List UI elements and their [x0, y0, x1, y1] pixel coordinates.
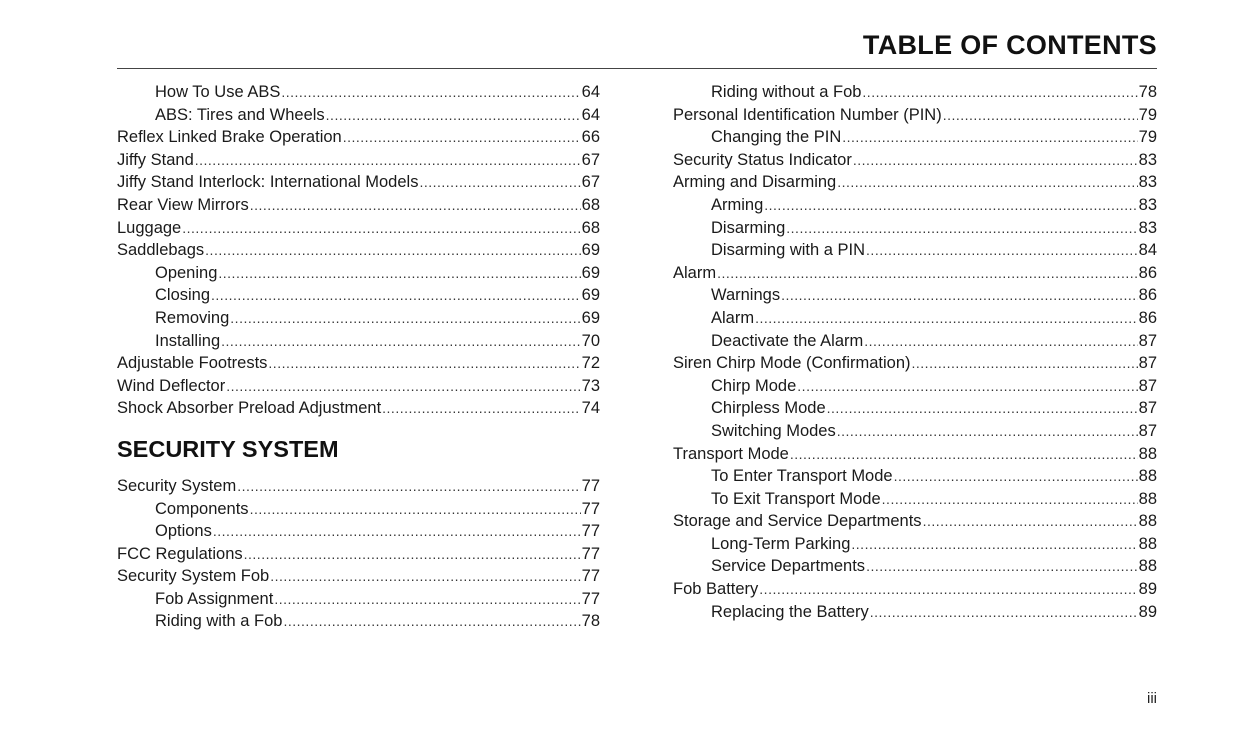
- toc-entry[interactable]: [673, 420, 1157, 443]
- toc-entry-title: Deactivate the Alarm: [711, 331, 864, 350]
- toc-entry[interactable]: [673, 262, 1157, 285]
- dot-leader: [827, 397, 1138, 420]
- dot-leader: [283, 610, 580, 633]
- toc-entry-page: 77: [581, 544, 600, 563]
- toc-entry-page: 69: [581, 308, 600, 327]
- toc-entry-title: Disarming with a PIN: [711, 241, 866, 260]
- dot-leader: [226, 375, 580, 398]
- toc-entry-title: Security System: [117, 476, 237, 495]
- toc-entry-page: 68: [581, 195, 600, 214]
- toc-entry[interactable]: [117, 352, 600, 375]
- dot-leader: [270, 565, 580, 588]
- dot-leader: [250, 498, 581, 521]
- toc-entry[interactable]: [117, 565, 600, 588]
- toc-entry-page: 87: [1138, 354, 1157, 373]
- dot-leader: [862, 81, 1137, 104]
- toc-entry-title: How To Use ABS: [155, 83, 281, 101]
- toc-entry-page: 69: [581, 241, 600, 260]
- dot-leader: [382, 397, 580, 420]
- toc-entry[interactable]: [673, 330, 1157, 353]
- dot-leader: [851, 533, 1137, 556]
- toc-entry-page: 86: [1138, 286, 1157, 305]
- toc-entry-page: 88: [1138, 489, 1157, 508]
- section-heading-security-system: SECURITY SYSTEM: [117, 435, 339, 462]
- toc-entry[interactable]: [673, 555, 1157, 578]
- toc-entry-page: 77: [581, 567, 600, 586]
- toc-entry-title: Arming and Disarming: [673, 173, 837, 192]
- toc-entry-title: ABS: Tires and Wheels: [155, 105, 325, 124]
- dot-leader: [864, 330, 1137, 353]
- toc-list-right: [673, 81, 1157, 623]
- dot-leader: [213, 520, 581, 543]
- toc-entry[interactable]: [673, 533, 1157, 556]
- dot-leader: [326, 104, 581, 127]
- toc-entry-page: 77: [581, 476, 600, 495]
- toc-entry-title: Switching Modes: [711, 421, 836, 440]
- toc-entry-page: 86: [1138, 308, 1157, 327]
- toc-entry-title: Opening: [155, 263, 218, 282]
- toc-entry-title: Security System Fob: [117, 567, 270, 586]
- toc-entry-page: 83: [1138, 195, 1157, 214]
- toc-entry[interactable]: [117, 239, 600, 262]
- toc-entry-page: 87: [1138, 376, 1157, 395]
- toc-entry[interactable]: [117, 588, 600, 611]
- toc-entry-title: Riding with a Fob: [155, 612, 283, 631]
- toc-entry[interactable]: [673, 307, 1157, 330]
- toc-entry-page: 66: [581, 128, 600, 147]
- toc-entry-title: Personal Identification Number (PIN): [673, 105, 942, 124]
- toc-entry[interactable]: [117, 498, 600, 521]
- toc-entry-title: Wind Deflector: [117, 376, 226, 395]
- toc-entry-title: Replacing the Battery: [711, 602, 869, 621]
- toc-entry[interactable]: [673, 217, 1157, 240]
- toc-entry-title: To Exit Transport Mode: [711, 489, 881, 508]
- toc-entry-title: Changing the PIN: [711, 128, 842, 147]
- dot-leader: [837, 420, 1138, 443]
- toc-left-column: [117, 81, 600, 633]
- dot-leader: [866, 555, 1138, 578]
- toc-entry[interactable]: [117, 262, 600, 285]
- toc-entry-page: 89: [1138, 602, 1157, 621]
- toc-entry-page: 79: [1138, 128, 1157, 147]
- toc-entry[interactable]: [673, 284, 1157, 307]
- toc-entry-title: Jiffy Stand: [117, 150, 194, 169]
- dot-leader: [419, 171, 580, 194]
- dot-leader: [218, 262, 580, 285]
- dot-leader: [195, 149, 581, 172]
- toc-entry-title: Arming: [711, 195, 764, 214]
- toc-entry[interactable]: [673, 510, 1157, 533]
- toc-entry-page: 88: [1138, 444, 1157, 463]
- toc-entry-page: 88: [1138, 512, 1157, 531]
- toc-entry-title: Long-Term Parking: [711, 534, 851, 553]
- dot-leader: [211, 284, 581, 307]
- toc-entry-page: 67: [581, 173, 600, 192]
- toc-entry[interactable]: [673, 352, 1157, 375]
- toc-entry-page: 78: [581, 612, 600, 631]
- toc-entry-page: 64: [581, 83, 600, 101]
- toc-entry-title: Warnings: [711, 286, 781, 305]
- dot-leader: [853, 149, 1138, 172]
- toc-entry-page: 88: [1138, 557, 1157, 576]
- dot-leader: [882, 488, 1138, 511]
- toc-entry[interactable]: [673, 488, 1157, 511]
- toc-entry-page: 69: [581, 286, 600, 305]
- toc-entry[interactable]: [673, 194, 1157, 217]
- toc-entry[interactable]: [673, 578, 1157, 601]
- toc-entry[interactable]: [117, 217, 600, 240]
- toc-entry[interactable]: [117, 475, 600, 498]
- header-rule: [117, 68, 1157, 69]
- dot-leader: [755, 307, 1138, 330]
- toc-entry-title: Adjustable Footrests: [117, 354, 268, 373]
- toc-entry-title: Saddlebags: [117, 241, 205, 260]
- toc-entry-page: 74: [581, 399, 600, 418]
- toc-entry-title: Options: [155, 522, 212, 541]
- dot-leader: [244, 543, 581, 566]
- toc-entry[interactable]: [117, 520, 600, 543]
- toc-entry-title: Security Status Indicator: [673, 150, 852, 169]
- dot-leader: [943, 104, 1138, 127]
- toc-entry[interactable]: [117, 194, 600, 217]
- toc-entry-page: 69: [581, 263, 600, 282]
- toc-list-before: [117, 81, 600, 420]
- toc-entry-page: 83: [1138, 173, 1157, 192]
- dot-leader: [797, 375, 1137, 398]
- toc-entry-title: Luggage: [117, 218, 182, 237]
- dot-leader: [764, 194, 1137, 217]
- toc-entry[interactable]: [673, 465, 1157, 488]
- dot-leader: [786, 217, 1137, 240]
- dot-leader: [182, 217, 580, 240]
- toc-entry-page: 87: [1138, 399, 1157, 418]
- toc-entry[interactable]: [673, 81, 1157, 104]
- toc-entry-page: 78: [1138, 83, 1157, 101]
- toc-entry[interactable]: [117, 104, 600, 127]
- toc-entry-page: 83: [1138, 218, 1157, 237]
- toc-entry-title: FCC Regulations: [117, 544, 243, 563]
- toc-entry-page: 86: [1138, 263, 1157, 282]
- toc-entry-page: 73: [581, 376, 600, 395]
- toc-entry[interactable]: [673, 239, 1157, 262]
- dot-leader: [205, 239, 580, 262]
- toc-entry[interactable]: [117, 330, 600, 353]
- dot-leader: [837, 171, 1137, 194]
- toc-entry-title: Disarming: [711, 218, 786, 237]
- toc-entry[interactable]: [117, 375, 600, 398]
- toc-entry-page: 83: [1138, 150, 1157, 169]
- toc-entry-page: 88: [1138, 534, 1157, 553]
- page-number: iii: [1147, 690, 1157, 707]
- toc-entry-page: 87: [1138, 331, 1157, 350]
- toc-entry[interactable]: [117, 149, 600, 172]
- toc-entry[interactable]: [117, 307, 600, 330]
- dot-leader: [870, 601, 1138, 624]
- dot-leader: [221, 330, 581, 353]
- dot-leader: [759, 578, 1137, 601]
- toc-entry-page: 79: [1138, 105, 1157, 124]
- toc-entry-title: Shock Absorber Preload Adjustment: [117, 399, 382, 418]
- toc-entry[interactable]: [673, 149, 1157, 172]
- toc-entry-title: Installing: [155, 331, 221, 350]
- toc-entry-title: Fob Battery: [673, 580, 759, 599]
- toc-entry[interactable]: [117, 126, 600, 149]
- toc-entry-page: 77: [581, 522, 600, 541]
- dot-leader: [923, 510, 1138, 533]
- toc-entry-title: Storage and Service Departments: [673, 512, 922, 531]
- toc-entry[interactable]: [673, 397, 1157, 420]
- dot-leader: [274, 588, 580, 611]
- toc-entry-title: Rear View Mirrors: [117, 195, 249, 214]
- toc-entry-page: 64: [581, 105, 600, 124]
- toc-entry-title: Service Departments: [711, 557, 866, 576]
- toc-entry-title: Fob Assignment: [155, 589, 274, 608]
- dot-leader: [781, 284, 1138, 307]
- dot-leader: [717, 262, 1138, 285]
- toc-entry[interactable]: [673, 375, 1157, 398]
- toc-entry[interactable]: [673, 443, 1157, 466]
- toc-entry-title: Reflex Linked Brake Operation: [117, 128, 342, 147]
- toc-entry-page: 70: [581, 331, 600, 350]
- dot-leader: [237, 475, 580, 498]
- toc-entry[interactable]: [117, 81, 600, 104]
- dot-leader: [790, 443, 1138, 466]
- toc-entry-page: 87: [1138, 421, 1157, 440]
- dot-leader: [912, 352, 1138, 375]
- toc-entry-page: 68: [581, 218, 600, 237]
- toc-entry-title: Chirp Mode: [711, 376, 797, 395]
- toc-entry-title: Components: [155, 499, 249, 518]
- toc-entry-title: Closing: [155, 286, 211, 305]
- toc-entry-title: Chirpless Mode: [711, 399, 826, 418]
- toc-entry-page: 77: [581, 499, 600, 518]
- toc-entry-page: 84: [1138, 241, 1157, 260]
- toc-entry[interactable]: [673, 171, 1157, 194]
- toc-entry[interactable]: [117, 543, 600, 566]
- dot-leader: [866, 239, 1138, 262]
- toc-entry-title: Alarm: [673, 263, 717, 282]
- dot-leader: [894, 465, 1138, 488]
- toc-entry-page: 67: [581, 150, 600, 169]
- toc-entry-page: 88: [1138, 467, 1157, 486]
- toc-entry-page: 77: [581, 589, 600, 608]
- toc-entry[interactable]: [117, 397, 600, 420]
- toc-list-after: [117, 475, 600, 633]
- toc-entry-title: Siren Chirp Mode (Confirmation): [673, 354, 911, 373]
- dot-leader: [230, 307, 580, 330]
- toc-entry[interactable]: [673, 104, 1157, 127]
- toc-right-column: [673, 81, 1157, 623]
- dot-leader: [842, 126, 1137, 149]
- page-title: TABLE OF CONTENTS: [862, 30, 1157, 60]
- toc-entry[interactable]: [673, 126, 1157, 149]
- dot-leader: [343, 126, 581, 149]
- toc-entry[interactable]: [673, 601, 1157, 624]
- toc-entry-page: 72: [581, 354, 600, 373]
- toc-entry[interactable]: [117, 610, 600, 633]
- toc-entry-title: Alarm: [711, 308, 755, 327]
- dot-leader: [281, 81, 580, 104]
- toc-entry[interactable]: [117, 171, 600, 194]
- toc-entry-title: To Enter Transport Mode: [711, 467, 893, 486]
- dot-leader: [268, 352, 580, 375]
- dot-leader: [250, 194, 581, 217]
- toc-entry-title: Jiffy Stand Interlock: International Models: [117, 173, 419, 192]
- toc-entry-title: Removing: [155, 308, 230, 327]
- toc-entry-title: Transport Mode: [673, 444, 789, 463]
- toc-entry[interactable]: [117, 284, 600, 307]
- toc-entry-page: 89: [1138, 580, 1157, 599]
- toc-entry-title: Riding without a Fob: [711, 83, 862, 101]
